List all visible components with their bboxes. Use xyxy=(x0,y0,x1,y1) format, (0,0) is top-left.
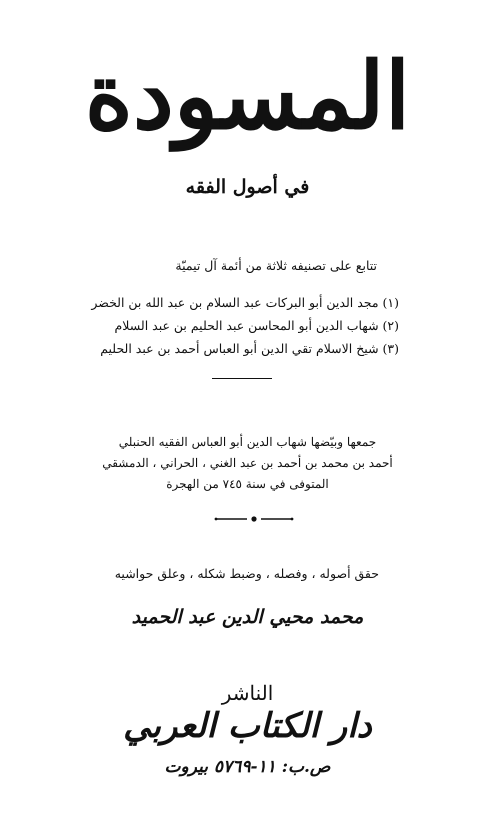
ornament-divider-icon xyxy=(214,515,294,523)
author-list xyxy=(91,291,399,360)
book-subtitle: في أصول الفقه xyxy=(185,176,310,198)
book-title: المسودة xyxy=(84,42,411,150)
section-divider xyxy=(212,378,272,379)
author-line: (٣) شيخ الاسلام تقي الدين أبو العباس أحمد بن عبد الحليم xyxy=(100,341,399,356)
compiler-line: أحمد بن محمد بن أحمد بن عبد الغني ، الحراني ، الدمشقي xyxy=(102,456,393,470)
compiler-info xyxy=(0,432,495,495)
compiled-intro: تتابع على تصنيفه ثلاثة من أئمة آل تيميّة xyxy=(175,258,377,273)
compiler-line: المتوفى في سنة ٧٤٥ من الهجرة xyxy=(166,477,329,491)
editing-credit: حقق أصوله ، وفصله ، وضبط شكله ، وعلق حواشيه xyxy=(114,566,379,581)
compiler-line: جمعها وبيّضها شهاب الدين أبو العباس الفقيه الحنبلي xyxy=(118,435,377,449)
publisher-label: الناشر xyxy=(221,681,274,705)
author-line: (١) مجد الدين أبو البركات عبد السلام بن عبد الله بن الخضر xyxy=(91,295,399,310)
publisher-address: ص.ب: ١١-٥٧٦٩ بيروت xyxy=(164,757,331,777)
author-line: (٢) شهاب الدين أبو المحاسن عبد الحليم بن عبد السلام xyxy=(114,318,399,333)
publisher-name: دار الكتاب العربي xyxy=(123,706,372,746)
editor-signature: محمد محيي الدين عبد الحميد xyxy=(131,606,364,628)
